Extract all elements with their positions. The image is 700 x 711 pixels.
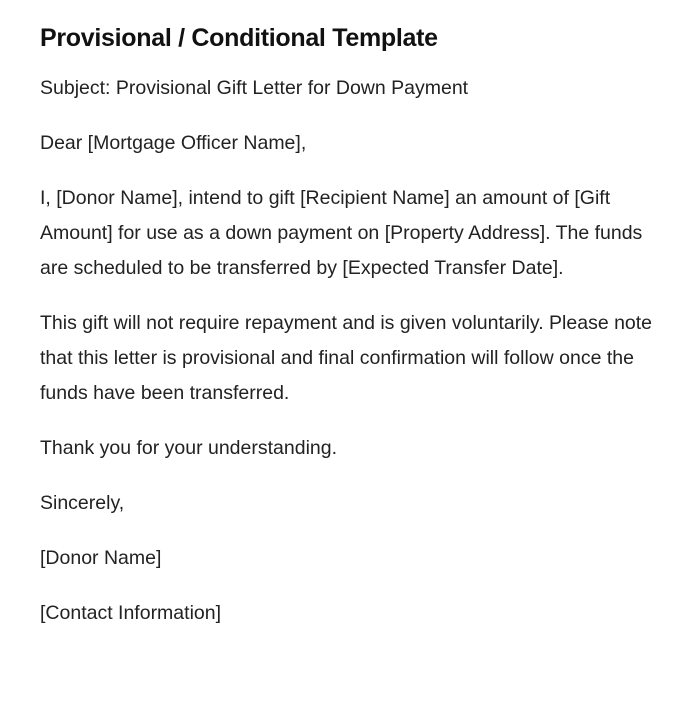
contact-info: [Contact Information] <box>40 602 222 624</box>
salutation: Dear [Mortgage Officer Name], <box>40 132 307 154</box>
page-title: Provisional / Conditional Template <box>40 24 438 52</box>
thanks-line: Thank you for your understanding. <box>40 437 338 459</box>
body-paragraph-2: This gift will not require repayment and is given voluntarily. Please note that this letter is provisional and final confirmation will follow once the funds have been transferred. <box>40 312 653 404</box>
closing: Sincerely, <box>40 492 125 514</box>
body-paragraph-1: I, [Donor Name], intend to gift [Recipient Name] an amount of [Gift Amount] for use as a down payment on [Property Address]. The funds are scheduled to be transferred by [Expected Transfer Date]. <box>40 187 643 279</box>
subject-line: Subject: Provisional Gift Letter for Down Payment <box>40 77 469 99</box>
signature: [Donor Name] <box>40 547 162 569</box>
